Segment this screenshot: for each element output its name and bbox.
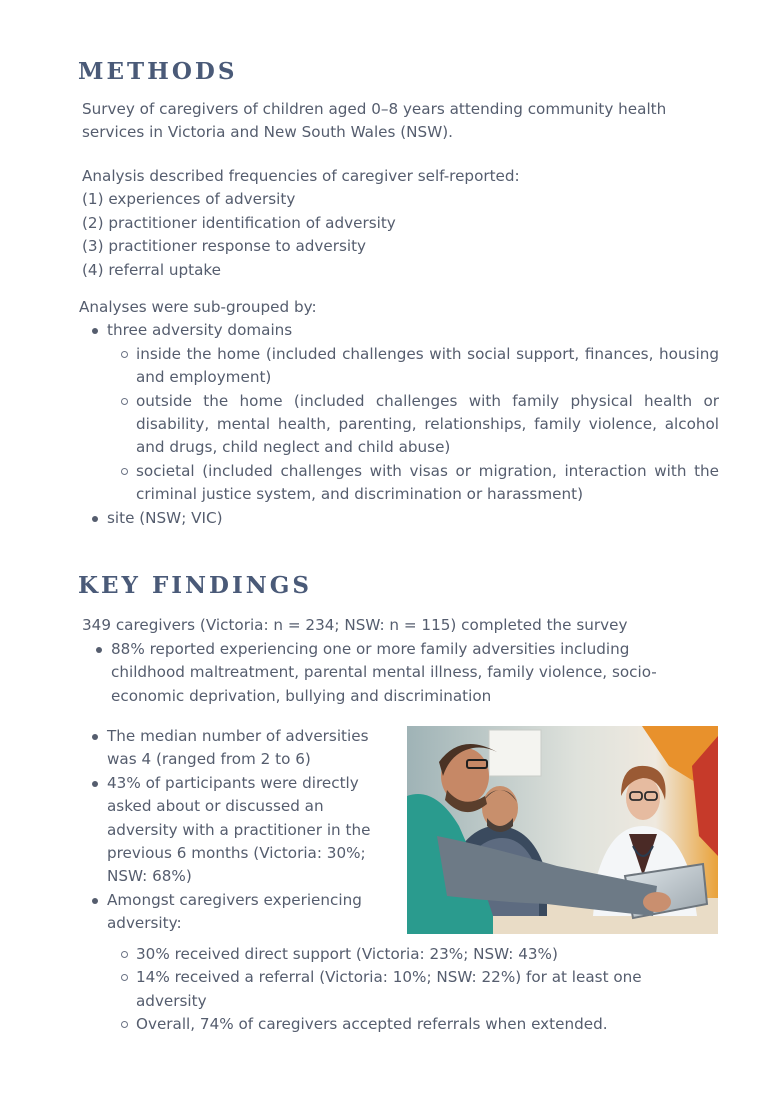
findings-intro (82, 614, 627, 637)
text-line: services in Victoria and New South Wales (NSW). (82, 123, 453, 142)
text-line: was 4 (ranged from 2 to 6) (107, 750, 311, 769)
list-item (136, 966, 642, 1013)
text-line: The median number of adversities (107, 727, 369, 745)
text-line: asked about or discussed an (107, 797, 324, 816)
text-line: 14% received a referral (Victoria: 10%; NSW: 22%) for at least one (136, 968, 642, 987)
text-line: (3) practitioner response to adversity (82, 237, 367, 256)
consultation-photo (407, 726, 718, 934)
subgroup-intro: Analyses were sub-grouped by: (79, 298, 317, 316)
list-item (107, 725, 370, 772)
text-line: economic deprivation, bullying and discrimination (111, 686, 492, 705)
text-line: NSW: 68%) (107, 867, 192, 886)
text-line: adversity (136, 991, 207, 1010)
subgroup-list (79, 319, 719, 530)
amongst-sublist (136, 943, 642, 1037)
text-line: Analysis described frequencies of caregiver self-reported: (82, 167, 520, 185)
consultation-illustration (407, 726, 718, 934)
text-line: adversity: (107, 914, 182, 933)
text-line: Overall, 74% of caregivers accepted referrals when extended. (136, 1015, 608, 1034)
methods-heading: METHODS (78, 58, 238, 85)
text-line: childhood maltreatment, parental mental illness, family violence, socio- (111, 663, 657, 682)
domain-list (107, 343, 719, 507)
analysis-description (82, 165, 520, 282)
list-item: site (NSW; VIC) (107, 507, 719, 530)
survey-description (82, 98, 666, 145)
text-line: 88% reported experiencing one or more family adversities including (111, 640, 630, 658)
list-item (107, 772, 370, 889)
text-line: Amongst caregivers experiencing (107, 890, 362, 909)
findings-list-2 (107, 725, 370, 936)
list-item: outside the home (included challenges with family physical health or disability, mental health, parenting, relationships, family violence, alcohol and drugs, child neglect and child abuse) (136, 390, 719, 460)
list-item (111, 638, 657, 708)
text-line: adversity with a practitioner in the (107, 820, 371, 839)
subgroup-section (79, 296, 719, 530)
findings-list (111, 638, 657, 708)
text-line: (1) experiences of adversity (82, 190, 296, 209)
text-line: 349 caregivers (Victoria: n = 234; NSW: n = 115) completed the survey (82, 616, 628, 634)
text-line: 43% of participants were directly (107, 773, 359, 792)
text-line: 30% received direct support (Victoria: 23%; NSW: 43%) (136, 945, 558, 963)
list-item (136, 1013, 642, 1036)
list-item: inside the home (included challenges with social support, finances, housing and employment) (136, 343, 719, 390)
text-line: (2) practitioner identification of adversity (82, 213, 396, 232)
domains-label: three adversity domains (107, 321, 293, 340)
key-findings-heading: KEY FINDINGS (78, 572, 313, 599)
list-item (136, 943, 642, 966)
text-line: Survey of caregivers of children aged 0–8 years attending community health (82, 100, 667, 118)
list-item (107, 319, 719, 506)
list-item (107, 889, 370, 936)
text-line: previous 6 months (Victoria: 30%; (107, 844, 366, 863)
list-item: societal (included challenges with visas or migration, interaction with the criminal justice system, and discrimination or harassment) (136, 460, 719, 507)
text-line: (4) referral uptake (82, 260, 221, 279)
